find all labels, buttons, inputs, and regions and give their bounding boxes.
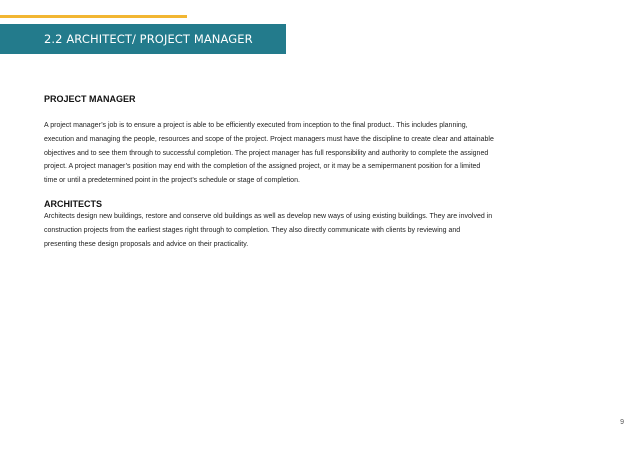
content-area <box>44 93 594 251</box>
section-title-bar <box>0 24 286 54</box>
accent-line <box>0 15 187 18</box>
architects-text: Architects design new buildings, restore and conserve old buildings as well as develop new ways of using existing buildings. They are involved in construction projects from the earliest stages right through to completion. They also directly communicate with clients by reviewing and presenting these design proposals and advice on their practicality. <box>44 212 493 248</box>
architects-heading: ARCHITECTS <box>44 198 102 209</box>
page-number: 9 <box>620 419 624 426</box>
project-manager-heading: PROJECT MANAGER <box>44 94 136 104</box>
project-manager-text: A project manager’s job is to ensure a project is able to be efficiently executed from inception to the final product.. This includes planning, execution and managing the people, resources and scope of the project. Project managers must have the discipline to create clear and attainable objectives and to see them through to successful completion. The project manager has full responsibility and authority to complete the assigned project. A project manager’s position may end with the completion of the assigned project, or it may be a semipermanent position for a limited time or until a predetermined point in the project’s schedule or stage of completion. <box>44 122 494 185</box>
section-title: 2.2 ARCHITECT/ PROJECT MANAGER <box>44 32 253 46</box>
architects-section <box>44 199 594 251</box>
project-manager-section <box>44 93 594 188</box>
